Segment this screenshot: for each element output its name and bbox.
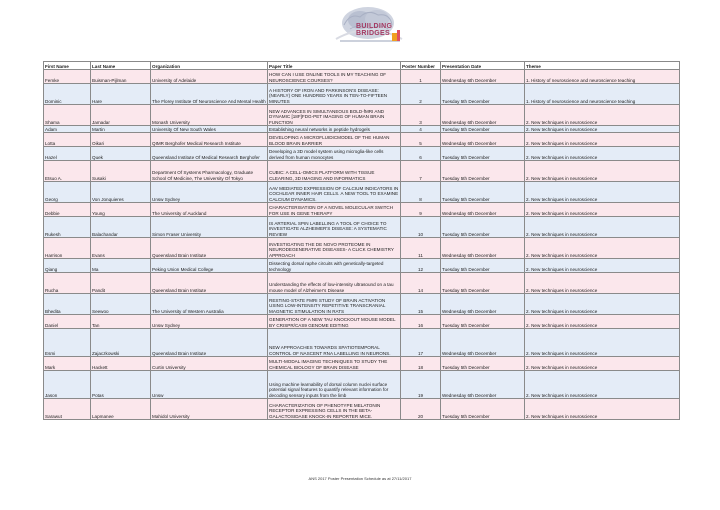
theme-cell: 2. New techniques in neuroscience <box>525 105 680 126</box>
theme-cell: 2. New techniques in neuroscience <box>525 329 680 357</box>
presentation-date-cell: Tuesday 5th December <box>441 126 525 133</box>
table-row <box>44 294 680 315</box>
organization-cell: Unsw Sydney <box>151 315 268 329</box>
paper-title-cell: Using machine learnability of dorsal column nuclei surface potential signal features to quantify relevant information for decoding sensory inputs from the limb <box>268 371 401 399</box>
presentation-date-cell: Tuesday 5th December <box>441 217 525 238</box>
table-row <box>44 126 680 133</box>
theme-cell: 2. New techniques in neuroscience <box>525 147 680 161</box>
paper-title-cell: Developing a 3D model system using microglia-like cells derived from human monocytes <box>268 147 401 161</box>
last-name-cell: Potas <box>91 371 151 399</box>
paper-title-header: Paper Title <box>268 62 401 70</box>
last-name-cell: Lapmanee <box>91 399 151 420</box>
organization-cell: Simon Fraser University <box>151 217 268 238</box>
presentation-date-cell: Tuesday 5th December <box>441 315 525 329</box>
presentation-date-cell: Wednesday 6th December <box>441 70 525 84</box>
paper-title-cell: HOW CAN I USE ONLINE TOOLS IN MY TEACHING OF NEUROSCIENCE COURSES? <box>268 70 401 84</box>
paper-title-cell: INVESTIGATING THE DE NOVO PROTEOME IN NEURODEGENERATIVE DISEASES- A CLICK CHEMISTRY APPROACH <box>268 238 401 259</box>
theme-cell: 2. New techniques in neuroscience <box>525 259 680 273</box>
organization-cell: The Florey Institute Of Neuroscience And Mental Health <box>151 84 268 105</box>
paper-title-cell: Dissecting dorsal raphe circuits with genetically-targeted technology <box>268 259 401 273</box>
poster-number-cell: 12 <box>401 259 441 273</box>
organization-cell: Mahidol University <box>151 399 268 420</box>
organization-cell: Queensland Brain Institute <box>151 329 268 357</box>
table-row <box>44 147 680 161</box>
paper-title-cell: CUBIC: A CELL-OMICS PLATFORM WITH TISSUE CLEARING, 3D IMAGING AND INFORMATICS <box>268 161 401 182</box>
theme-cell: 2. New techniques in neuroscience <box>525 217 680 238</box>
last-name-cell: Hackett <box>91 357 151 371</box>
poster-number-cell: 16 <box>401 315 441 329</box>
poster-number-cell: 8 <box>401 182 441 203</box>
first-name-header: First Name <box>44 62 91 70</box>
paper-title-cell: CHARACTERISATION OF A NOVEL MOLECULAR SWITCH FOR USE IN GENE THERAPY <box>268 203 401 217</box>
first-name-cell: Bhedita <box>44 294 91 315</box>
table-row <box>44 329 680 357</box>
theme-cell: 2. New techniques in neuroscience <box>525 399 680 420</box>
poster-number-cell: 5 <box>401 133 441 147</box>
paper-title-cell: MULTI-MODAL IMAGING TECHNIQUES TO STUDY THE CHEMICAL BIOLOGY OF BRAIN DISEASE <box>268 357 401 371</box>
organization-cell: Queensland Brain Institute <box>151 238 268 259</box>
presentation-date-cell: Tuesday 5th December <box>441 357 525 371</box>
presentation-date-cell: Wednesday 6th December <box>441 294 525 315</box>
table-row <box>44 238 680 259</box>
organization-cell: Monash University <box>151 105 268 126</box>
first-name-cell: Etsuo A. <box>44 161 91 182</box>
first-name-cell: Georg <box>44 182 91 203</box>
last-name-cell: Evans <box>91 238 151 259</box>
first-name-cell: Lotta <box>44 133 91 147</box>
last-name-cell: Oikari <box>91 133 151 147</box>
theme-cell: 2. New techniques in neuroscience <box>525 294 680 315</box>
paper-title-cell: Understanding the effects of low-intensity ultrasound on a tau mouse model of Alzheimer's Disease <box>268 273 401 294</box>
last-name-cell: Susaki <box>91 161 151 182</box>
organization-cell: The University of Auckland <box>151 203 268 217</box>
poster-number-cell: 1 <box>401 70 441 84</box>
paper-title-cell: RESTING-STATE FMRI STUDY OF BRAIN ACTIVATION USING LOW-INTENSITY REPETITIVE TRANSCRANIAL MAGNETIC STIMULATION IN RATS <box>268 294 401 315</box>
footer-note: ANS 2017 Poster Presentation Schedule as at 27/11/2017 <box>308 476 412 481</box>
last-name-cell: Buisman-Pijlman <box>91 70 151 84</box>
first-name-cell: Femke <box>44 70 91 84</box>
paper-title-cell: Establishing neural networks in peptide hydrogels <box>268 126 401 133</box>
organization-cell: Unsw <box>151 371 268 399</box>
first-name-cell: Qiang <box>44 259 91 273</box>
first-name-cell: Harrison <box>44 238 91 259</box>
organization-cell: Curtin University <box>151 357 268 371</box>
first-name-cell: Hazel <box>44 147 91 161</box>
logo-line1: BUILDING <box>356 23 393 30</box>
presentation-date-cell: Wednesday 6th December <box>441 203 525 217</box>
organization-header: Organization <box>151 62 268 70</box>
poster-number-cell: 4 <box>401 126 441 133</box>
theme-cell: 2. New techniques in neuroscience <box>525 357 680 371</box>
theme-cell: 1. History of neuroscience and neuroscience teaching <box>525 70 680 84</box>
paper-title-cell: IS ARTERIAL SPIN LABELLING A TOOL OF CHOICE TO INVESTIGATE ALZHEIMER'S DISEASE: A SYSTEMATIC REVIEW <box>268 217 401 238</box>
presentation-date-cell: Wednesday 6th December <box>441 371 525 399</box>
first-name-cell: Rukesh <box>44 217 91 238</box>
table-row <box>44 315 680 329</box>
first-name-cell: Shama <box>44 105 91 126</box>
last-name-cell: Hare <box>91 84 151 105</box>
table-row <box>44 161 680 182</box>
table-body <box>44 70 680 420</box>
first-name-cell: Daniel <box>44 315 91 329</box>
last-name-cell: Pandit <box>91 273 151 294</box>
table-row <box>44 273 680 294</box>
first-name-cell: Dominic <box>44 84 91 105</box>
poster-number-cell: 20 <box>401 399 441 420</box>
table-row <box>44 357 680 371</box>
presentation-date-cell: Tuesday 5th December <box>441 399 525 420</box>
table-row <box>44 259 680 273</box>
theme-cell: 2. New techniques in neuroscience <box>525 133 680 147</box>
paper-title-cell: CHARACTERIZATION OF PHENOTYPE MELATONIN RECEPTOR EXPRESSING CELLS IN THE BETA-GALACTOSIDASE KNOCK-IN REPORTER MICE. <box>268 399 401 420</box>
theme-cell: 2. New techniques in neuroscience <box>525 161 680 182</box>
last-name-cell: Jamadar <box>91 105 151 126</box>
table-row <box>44 371 680 399</box>
theme-cell: 2. New techniques in neuroscience <box>525 203 680 217</box>
presentation-date-header: Presentation Date <box>441 62 525 70</box>
poster-number-cell: 19 <box>401 371 441 399</box>
paper-title-cell: NEW APPROACHES TOWARDS SPATIOTEMPORAL CONTROL OF NASCENT RNA LABELLING IN NEURONS. <box>268 329 401 357</box>
presentation-date-cell: Wednesday 6th December <box>441 105 525 126</box>
organization-cell: The University of Western Australia <box>151 294 268 315</box>
logo-line2: BRIDGES <box>356 30 390 37</box>
theme-cell: 2. New techniques in neuroscience <box>525 273 680 294</box>
building-bridges-logo <box>330 3 408 53</box>
organization-cell: QIMR Berghofer Medical Research Institute <box>151 133 268 147</box>
last-name-cell: Tan <box>91 315 151 329</box>
organization-cell: Unsw Sydney <box>151 182 268 203</box>
last-name-cell: Seewoo <box>91 294 151 315</box>
table-row <box>44 105 680 126</box>
paper-title-cell: NEW ADVANCES IN SIMULTANEOUS BOLD-fMRI AND DYNAMIC [18F]FDG-PET IMAGING OF HUMAN BRAIN FUNCTION <box>268 105 401 126</box>
poster-number-cell: 15 <box>401 294 441 315</box>
last-name-cell: Young <box>91 203 151 217</box>
organization-cell: Peking Union Medical College <box>151 259 268 273</box>
poster-number-cell: 3 <box>401 105 441 126</box>
presentation-date-cell: Tuesday 5th December <box>441 84 525 105</box>
table-row <box>44 70 680 84</box>
poster-number-cell: 6 <box>401 147 441 161</box>
first-name-cell: Mark <box>44 357 91 371</box>
poster-number-cell: 18 <box>401 357 441 371</box>
first-name-cell: Rucha <box>44 273 91 294</box>
first-name-cell: Adam <box>44 126 91 133</box>
poster-number-cell: 11 <box>401 238 441 259</box>
organization-cell: Queensland Institute Of Medical Research Berghofer <box>151 147 268 161</box>
theme-cell: 2. New techniques in neuroscience <box>525 182 680 203</box>
poster-number-cell: 2 <box>401 84 441 105</box>
poster-number-cell: 10 <box>401 217 441 238</box>
first-name-cell: Esmi <box>44 329 91 357</box>
presentation-date-cell: Tuesday 5th December <box>441 182 525 203</box>
table-row <box>44 399 680 420</box>
theme-cell: 2. New techniques in neuroscience <box>525 371 680 399</box>
poster-number-cell: 17 <box>401 329 441 357</box>
first-name-cell: Debbie <box>44 203 91 217</box>
theme-cell: 2. New techniques in neuroscience <box>525 238 680 259</box>
poster-number-header: Poster Number <box>401 62 441 70</box>
theme-header: Theme <box>525 62 680 70</box>
presentation-date-cell: Tuesday 5th December <box>441 259 525 273</box>
last-name-cell: Martin <box>91 126 151 133</box>
table-row <box>44 217 680 238</box>
presentation-date-cell: Tuesday 5th December <box>441 147 525 161</box>
presentation-date-cell: Wednesday 6th December <box>441 133 525 147</box>
organization-cell: Queensland Brain Institute <box>151 273 268 294</box>
first-name-cell: Jason <box>44 371 91 399</box>
paper-title-cell: GENERATION OF A NEW TAU KNOCKOUT MOUSE MODEL BY CRISPR/CAS9 GENOME EDITING <box>268 315 401 329</box>
presentation-date-cell: Tuesday 5th December <box>441 273 525 294</box>
paper-title-cell: DEVELOPING A MICROFLUIDICMODEL OF THE HUMAN BLOOD BRAIN BARRIER <box>268 133 401 147</box>
last-name-cell: Zajaczkowski <box>91 329 151 357</box>
last-name-header: Last Name <box>91 62 151 70</box>
last-name-cell: Balachandar <box>91 217 151 238</box>
poster-number-cell: 9 <box>401 203 441 217</box>
organization-cell: University of Adelaide <box>151 70 268 84</box>
last-name-cell: Quek <box>91 147 151 161</box>
table-row <box>44 84 680 105</box>
table-row <box>44 133 680 147</box>
paper-title-cell: A HISTORY OF IRON AND PARKINSON'S DISEASE: (NEARLY) ONE HUNDRED YEARS IN TEN-TO-FIFTEEN MINUTES <box>268 84 401 105</box>
table-row <box>44 203 680 217</box>
organization-cell: University Of New South Wales <box>151 126 268 133</box>
poster-number-cell: 7 <box>401 161 441 182</box>
presentation-date-cell: Tuesday 5th December <box>441 161 525 182</box>
organization-cell: Department Of Systems Pharmacology, Graduate School Of Medicine, The University Of Tokyo <box>151 161 268 182</box>
theme-cell: 2. New techniques in neuroscience <box>525 126 680 133</box>
paper-title-cell: AAV MEDIATED EXPRESSION OF CALCIUM INDICATORS IN COCHLEAR INNER HAIR CELLS. A NEW TOOL TO EXAMINE CALCIUM DYNAMICS. <box>268 182 401 203</box>
presentation-date-cell: Wednesday 6th December <box>441 238 525 259</box>
table-row <box>44 182 680 203</box>
theme-cell: 2. New techniques in neuroscience <box>525 315 680 329</box>
poster-schedule-table <box>43 61 680 420</box>
theme-cell: 1. History of neuroscience and neuroscience teaching <box>525 84 680 105</box>
first-name-cell: Sarawut <box>44 399 91 420</box>
presentation-date-cell: Wednesday 6th December <box>441 329 525 357</box>
table-header-row <box>44 62 680 70</box>
last-name-cell: Ma <box>91 259 151 273</box>
poster-number-cell: 14 <box>401 273 441 294</box>
last-name-cell: Von Jonquieres <box>91 182 151 203</box>
